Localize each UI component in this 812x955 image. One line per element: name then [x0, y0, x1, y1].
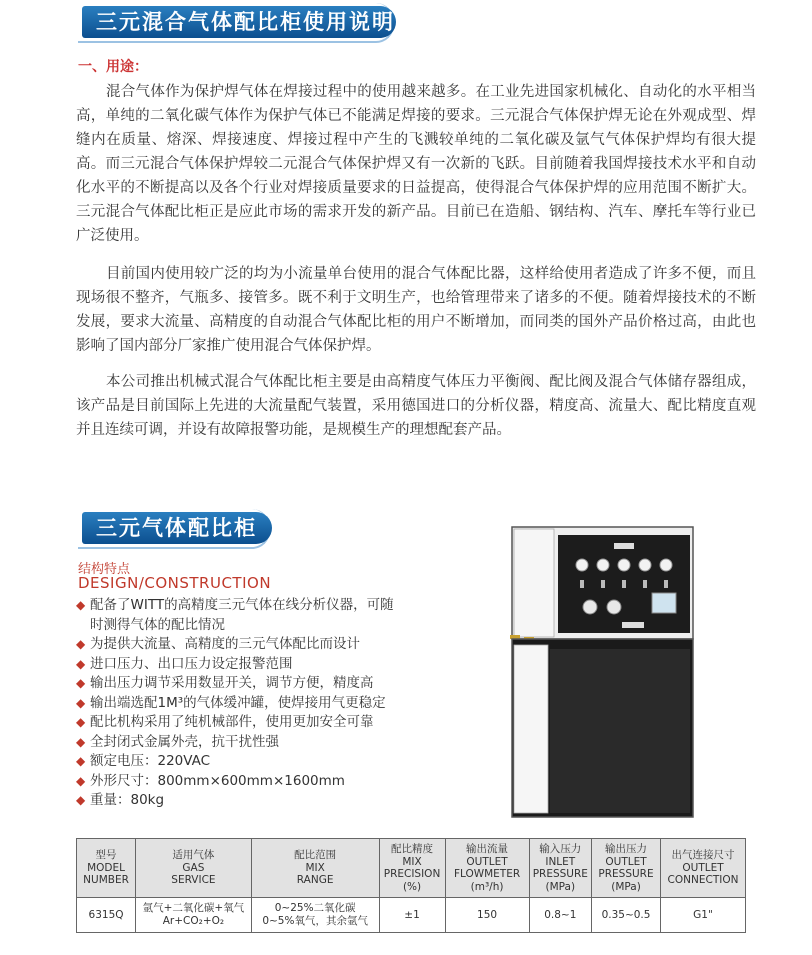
table-cell	[77, 898, 136, 933]
table-cell	[592, 898, 661, 933]
table-header-cell	[661, 839, 746, 898]
feature-text: 外形尺寸：800mm×600mm×1600mm	[90, 772, 345, 789]
table-row	[77, 898, 746, 933]
section-label-usage: 一、用途：	[78, 59, 148, 75]
feature-text-continued: 时测得气体的配比情况	[90, 616, 225, 633]
header-line: OUTLET	[682, 861, 724, 874]
feature-item	[76, 713, 496, 733]
diamond-bullet-icon: ◆	[76, 676, 86, 690]
table-cell	[136, 898, 252, 933]
header-line: 出气连接尺寸	[671, 849, 735, 862]
cell-line: 6315Q	[88, 908, 124, 921]
header-line: 适用气体	[172, 849, 215, 862]
feature-text: 重量：80kg	[90, 792, 165, 808]
cell-line: 0.35~0.5	[601, 908, 651, 921]
feature-text: 输出端选配1M³的气体缓冲罐，使焊接用气更稳定	[90, 694, 386, 711]
cabinet-product-image	[510, 525, 695, 820]
table-header-cell	[77, 839, 136, 898]
diamond-bullet-icon: ◆	[76, 734, 86, 749]
table-header-cell	[251, 839, 379, 898]
feature-item	[76, 635, 496, 655]
feature-text: 配备了WITT的高精度三元气体在线分析仪器，可随	[90, 597, 394, 613]
title-banner-product: 三元气体配比柜	[82, 512, 272, 544]
header-line: OUTLET	[466, 855, 508, 868]
feature-list	[76, 596, 496, 811]
feature-item	[76, 752, 496, 772]
spec-table	[76, 838, 746, 933]
header-line: FLOWMETER	[453, 868, 521, 880]
table-header-cell	[592, 839, 661, 898]
feature-item	[76, 596, 496, 635]
header-line: (MPa)	[611, 880, 641, 893]
table-cell	[661, 898, 746, 933]
cell-line: 0.8~1	[544, 908, 577, 921]
header-line: (MPa)	[545, 880, 576, 893]
diamond-bullet-icon: ◆	[76, 695, 86, 710]
diamond-bullet-icon: ◆	[76, 715, 86, 729]
header-line: RANGE	[296, 874, 334, 887]
table-header-cell	[445, 839, 529, 898]
header-line: 输出压力	[605, 843, 648, 855]
feature-text: 输出压力调节采用数显开关，调节方便，精度高	[90, 675, 374, 691]
paragraph-1: 混合气体作为保护焊气体在焊接过程中的使用越来越多。在工业先进国家机械化、自动化的水平相当高，单纯的二氧化碳气体作为保护气体已不能满足焊接的要求。三元混合气体保护焊无论在外观成型、焊缝内在质量、熔深、焊接速度、焊接过程中产生的飞溅较单纯的二氧化碳及氩气气体保护焊均有很大提高。而三元混合气体保护焊较二元混合气体保护焊又有一次新的飞跃。目前随着我国焊接技术水平和自动化水平的不断提高以及各个行业对焊接质量要求的日益提高，使得混合气体保护焊的应用范围不断扩大。三元混合气体配比柜正是应此市场的需求开发的新产品。目前已在造船、钢结构、汽车、摩托车等行业已广泛使用。	[76, 84, 756, 244]
design-heading-cn: 结构特点	[78, 562, 131, 577]
feature-item	[76, 694, 496, 714]
header-line: (%)	[402, 880, 422, 893]
header-line: MIX	[305, 861, 325, 874]
design-heading-en: DESIGN/CONSTRUCTION	[78, 574, 272, 592]
feature-text: 额定电压：220VAC	[90, 753, 211, 769]
paragraph-3: 本公司推出机械式混合气体配比柜主要是由高精度气体压力平衡阀、配比阀及混合气体储存器组成，该产品是目前国际上先进的大流量配气装置，采用德国进口的分析仪器，精度高、流量大、配比精度直观并且连续可调，并设有故障报警功能，是规模生产的理想配套产品。	[76, 374, 756, 438]
cell-line: 0~25%二氧化碳	[274, 902, 356, 914]
diamond-bullet-icon: ◆	[76, 754, 86, 768]
header-line: MODEL	[87, 861, 125, 874]
cell-line: Ar+CO₂+O₂	[162, 915, 225, 927]
feature-text: 为提供大流量、高精度的三元气体配比而设计	[90, 636, 360, 652]
table-cell	[445, 898, 529, 933]
table-cell	[529, 898, 591, 933]
header-line: 输出流量	[466, 843, 509, 855]
diamond-bullet-icon: ◆	[76, 793, 86, 807]
header-line: CONNECTION	[667, 874, 739, 887]
diamond-bullet-icon: ◆	[76, 637, 86, 651]
feature-item	[76, 733, 496, 753]
feature-item	[76, 674, 496, 694]
header-line: PRECISION	[383, 868, 441, 880]
header-line: MIX	[402, 855, 422, 868]
feature-item	[76, 655, 496, 675]
cell-line: ±1	[404, 908, 420, 921]
header-line: PRESSURE	[532, 868, 588, 880]
header-line: GAS	[182, 861, 205, 874]
table-cell	[251, 898, 379, 933]
table-header-row	[77, 839, 746, 898]
table-header-cell	[136, 839, 252, 898]
feature-text: 配比机构采用了纯机械部件，使用更加安全可靠	[90, 714, 374, 730]
table-header-cell	[379, 839, 445, 898]
feature-item	[76, 791, 496, 811]
feature-text: 全封闭式金属外壳，抗干扰性强	[90, 733, 279, 750]
cell-line: G1"	[693, 908, 713, 921]
feature-text: 进口压力、出口压力设定报警范围	[90, 655, 293, 672]
table-cell	[379, 898, 445, 933]
cell-line: 氩气+二氧化碳+氧气	[142, 902, 245, 914]
header-line: (m³/h)	[470, 880, 504, 893]
header-line: 型号	[95, 849, 117, 862]
header-line: 配比精度	[391, 843, 434, 855]
paragraph-2: 目前国内使用较广泛的均为小流量单台使用的混合气体配比器，这样给使用者造成了许多不便，而且现场很不整齐，气瓶多、接管多。既不利于文明生产，也给管理带来了诸多的不便。随着焊接技术的不断发展，要求大流量、高精度的自动混合气体配比柜的用户不断增加，而同类的国外产品价格过高，由此也影响了国内部分厂家推广使用混合气体保护焊。	[76, 266, 756, 354]
header-line: 配比范围	[294, 849, 337, 862]
cell-line: 150	[477, 908, 498, 921]
diamond-bullet-icon: ◆	[76, 656, 86, 671]
header-line: PRESSURE	[598, 868, 654, 880]
header-line: 输入压力	[539, 843, 582, 855]
diamond-bullet-icon: ◆	[76, 773, 86, 788]
title-banner-usage: 三元混合气体配比柜使用说明	[82, 6, 396, 38]
header-line: SERVICE	[171, 874, 216, 887]
diamond-bullet-icon: ◆	[76, 598, 86, 612]
header-line: INLET	[545, 855, 576, 868]
header-line: NUMBER	[83, 874, 129, 887]
table-header-cell	[529, 839, 591, 898]
feature-item	[76, 772, 496, 792]
cell-line: 0~5%氧气，其余氩气	[262, 915, 368, 927]
header-line: OUTLET	[605, 855, 647, 868]
